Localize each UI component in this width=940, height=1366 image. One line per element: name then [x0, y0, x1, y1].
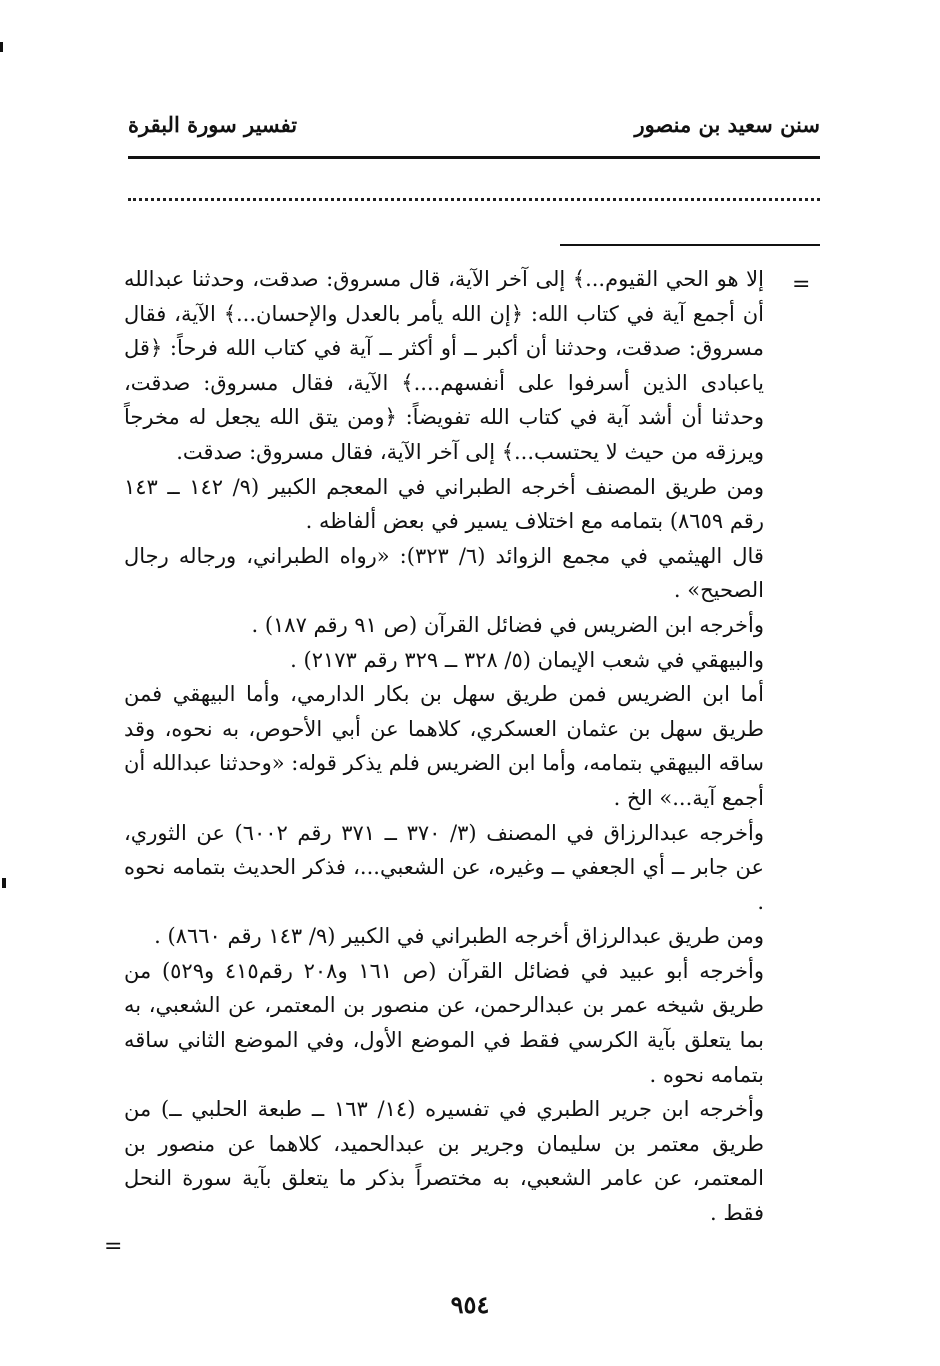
paragraph: وأخرجه أبو عبيد في فضائل القرآن (ص ١٦١ و٢٠٨ رقم٤١٥ و٥٢٩) من طريق شيخه عمر بن عبدالرحمن، عن منصور بن المعتمر، عن الشعبي، به بما يتعلق بآية الكرسي فقط في الموضع الأول، وفي الموضع الثاني ساقه بتمامه نحوه .: [124, 958, 764, 1087]
paragraph: ومن طريق المصنف أخرجه الطبراني في المعجم الكبير (٩/ ١٤٢ ــ ١٤٣ رقم ٨٦٥٩) بتمامه مع اختلاف يسير في بعض ألفاظه .: [124, 474, 764, 534]
paragraph: والبيهقي في شعب الإيمان (٥/ ٣٢٨ ــ ٣٢٩ رقم ٢١٧٣) .: [290, 647, 764, 672]
continuation-mark-bottom: =: [104, 1234, 123, 1259]
paragraph: وأخرجه عبدالرزاق في المصنف (٣/ ٣٧٠ ــ ٣٧١ رقم ٦٠٠٢) عن الثوري، عن جابر ــ أي الجعفي ــ وغيره، عن الشعبي...، فذكر الحديث بتمامه نحوه .: [124, 820, 764, 914]
footnote-separator-rule: [560, 244, 820, 246]
book-title: سنن سعيد بن منصور: [634, 112, 820, 137]
scan-edge-mark: [0, 42, 3, 52]
paragraph: أما ابن الضريس فمن طريق سهل بن بكار الدارمي، وأما البيهقي فمن طريق سهل بن عثمان العسكري، كلاهما عن أبي الأحوص، به نحوه، وقد ساقه البيهقي بتمامه، وأما ابن الضريس فلم يذكر قوله: «وحدثنا عبدالله أن أجمع آية...» الخ .: [124, 682, 764, 810]
omission-dotted-line: [128, 198, 820, 201]
paragraph: إلا هو الحي القيوم...﴾ إلى آخر الآية، قال مسروق: صدقت، وحدثنا عبدالله أن أجمع آية في كتاب الله: ﴿إن الله يأمر بالعدل والإحسان...﴾ الآية، فقال مسروق: صدقت، وحدثنا أن أكبر ــ أو أكثر ــ آية في كتاب الله فرحاً: ﴿قل ياعبادى الذين أسرفوا على أنفسهم....﴾ الآية، فقال مسروق: صدقت، وحدثنا أن أشد آية في كتاب الله تفويضاً: ﴿ومن يتق الله يجعل له مخرجاً ويرزقه من حيث لا يحتسب...﴾ إلى آخر الآية، فقال مسروق: صدقت.: [124, 267, 764, 464]
scan-edge-mark: [2, 878, 6, 888]
paragraph: وأخرجه ابن جرير الطبري في تفسيره (١٤/ ١٦٣ ــ طبعة الحلبي ــ) من طريق معتمر بن سليمان وجرير بن عبدالحميد، كلاهما عن منصور بن المعتمر، عن عامر الشعبي، به مختصراً بذكر ما يتعلق بآية سورة النحل فقط .: [124, 1097, 764, 1226]
paragraph: قال الهيثمي في مجمع الزوائد (٦/ ٣٢٣): «رواه الطبراني، ورجاله رجال الصحيح» .: [124, 543, 764, 603]
paragraph: ومن طريق عبدالرزاق أخرجه الطبراني في الكبير (٩/ ١٤٣ رقم ٨٦٦٠) .: [154, 924, 764, 949]
paragraph: وأخرجه ابن الضريس في فضائل القرآن (ص ٩١ رقم ١٨٧) .: [251, 612, 764, 637]
running-header: [128, 112, 820, 152]
continuation-mark-top: =: [792, 272, 811, 297]
section-title: تفسير سورة البقرة: [128, 112, 298, 137]
page-number: ٩٥٤: [450, 1290, 490, 1319]
header-rule: [128, 156, 820, 159]
footnote-body: [124, 262, 764, 1272]
